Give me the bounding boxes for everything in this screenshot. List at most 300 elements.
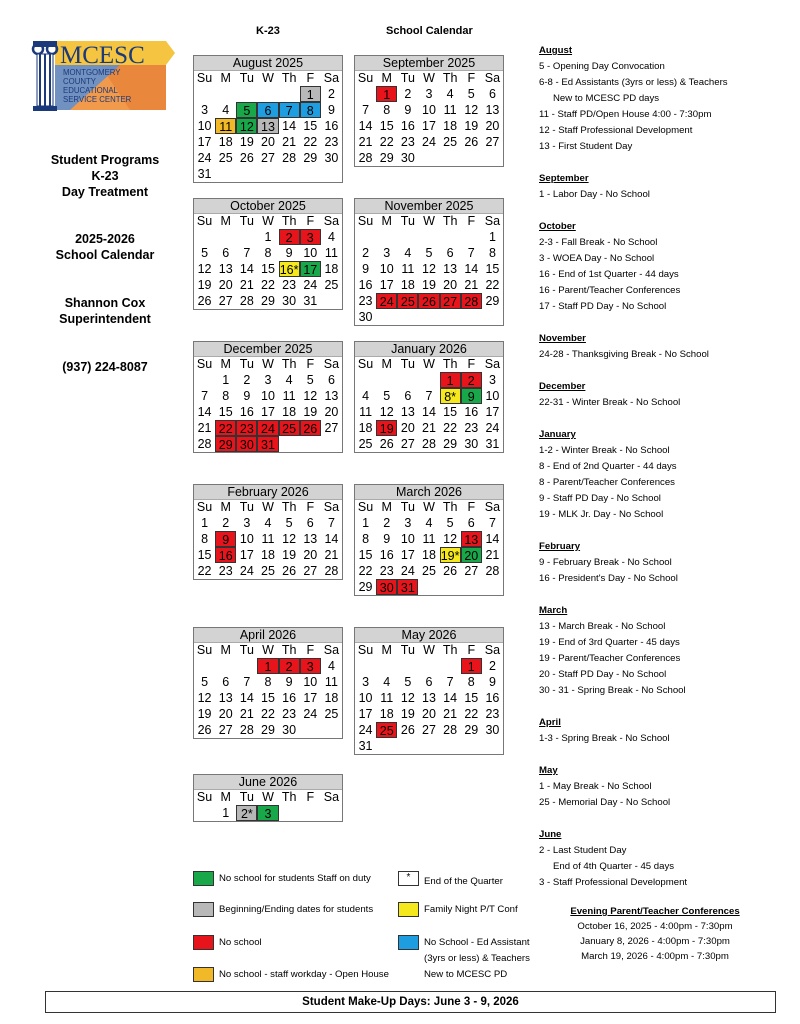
weekday-label: W (262, 357, 274, 371)
weekday-label: Tu (400, 71, 415, 85)
weekday-label: Su (196, 643, 213, 657)
empty-day (355, 372, 376, 388)
calendar-day: 12 (379, 405, 394, 419)
mcesc-logo (30, 38, 178, 112)
calendar-day: 6 (306, 516, 314, 530)
empty-day (236, 658, 257, 674)
weekday-label: Sa (484, 500, 501, 514)
calendar-day: 15 (485, 262, 500, 276)
notes-item: 9 - February Break - No School (539, 557, 672, 568)
calendar-day: 10 (197, 119, 212, 133)
calendar-day: 29 (261, 723, 275, 737)
calendar-day: 3 (243, 516, 251, 530)
calendar-day: 12 (282, 532, 297, 546)
calendar-day: 4 (425, 516, 433, 530)
calendar-day: 17 (197, 135, 212, 149)
calendar-day: 7 (201, 389, 209, 403)
calendar-day: 6 (488, 87, 496, 101)
notes-month-heading: June (539, 829, 562, 840)
calendar-day: 3 (201, 103, 209, 117)
notes-item: 1-2 - Winter Break - No School (539, 445, 670, 456)
calendar-day: 10 (303, 675, 318, 689)
calendar-day: 4 (362, 389, 370, 403)
empty-day (418, 229, 439, 245)
calendar-day: 26 (400, 723, 415, 737)
weekday-label: F (467, 643, 476, 657)
weekday-label: Su (196, 71, 213, 85)
calendar-day: 20 (218, 707, 233, 721)
weekday-label: M (220, 643, 231, 657)
calendar-day: 5 (201, 246, 209, 260)
calendar-day: 28 (358, 151, 373, 165)
calendar-day: 9 (215, 531, 236, 547)
calendar-day: 21 (464, 278, 479, 292)
calendar-day: 9 (404, 103, 412, 117)
calendar-day: 28 (197, 437, 212, 451)
weekday-label: M (220, 214, 231, 228)
calendar-day: 30 (358, 310, 373, 324)
calendar-day: 28 (461, 293, 482, 309)
logo-name: MCESC (60, 42, 145, 69)
calendar-day: 21 (485, 548, 500, 562)
empty-day (355, 86, 376, 102)
calendar-day: 8 (300, 102, 321, 118)
calendar-day: 11 (359, 405, 373, 419)
calendar-day: 26 (282, 564, 297, 578)
legend-swatch-red (193, 935, 214, 950)
calendar-day: 26 (197, 294, 212, 308)
weekday-label: Sa (484, 357, 501, 371)
weekday-label: Th (281, 500, 297, 514)
calendar-day: 22 (464, 707, 479, 721)
empty-day (194, 372, 215, 388)
evening-conferences (560, 905, 750, 964)
weekday-label: Tu (239, 500, 254, 514)
empty-day (279, 86, 300, 102)
calendar-day: 24 (376, 293, 397, 309)
calendar-day: 7 (488, 516, 496, 530)
calendar-day: 6 (222, 246, 230, 260)
weekday-label: Th (442, 500, 458, 514)
year-info (30, 231, 180, 263)
calendar-day: 29 (485, 294, 500, 308)
calendar-day: 3 (383, 246, 391, 260)
calendar-day: 20 (461, 547, 482, 563)
superintendent-name: Shannon Cox (64, 296, 146, 310)
calendar-day: 5 (201, 675, 209, 689)
calendar-day: 3 (264, 373, 272, 387)
calendar-day: 15 (443, 405, 458, 419)
notes-item: 11 - Staff PD/Open House 4:00 - 7:30pm (539, 109, 712, 120)
weekday-label: Tu (239, 790, 254, 804)
calendar-day: 9 (488, 675, 496, 689)
notes-item: 30 - 31 - Spring Break - No School (539, 685, 686, 696)
calendar-day: 3 (362, 675, 370, 689)
calendar-day: 27 (218, 294, 233, 308)
calendar-day: 29 (215, 436, 236, 452)
calendar-day: 21 (197, 421, 212, 435)
calendar-day: 21 (282, 135, 297, 149)
calendar-day: 14 (358, 119, 373, 133)
calendar-day: 21 (239, 278, 254, 292)
program-line: Student Programs (50, 153, 160, 167)
calendar-day: 27 (324, 421, 339, 435)
calendar-day: 30 (400, 151, 415, 165)
notes-month-heading: September (539, 173, 589, 184)
notes-item: 6-8 - Ed Assistants (3yrs or less) & Teachers (539, 77, 728, 88)
empty-day (461, 229, 482, 245)
month-title: August 2025 (194, 56, 342, 71)
phone-number: (937) 224-8087 (62, 360, 148, 374)
calendar-day: 28 (443, 723, 458, 737)
month-calendar (193, 484, 343, 580)
calendar-day: 2 (222, 516, 230, 530)
calendar-day: 6 (446, 246, 454, 260)
legend-gray (193, 902, 373, 917)
legend-green (193, 871, 371, 886)
calendar-day: 9 (285, 675, 293, 689)
calendar-day: 17 (379, 278, 394, 292)
calendar-day: 19* (440, 549, 460, 563)
legend-label: New to MCESC PD (424, 969, 508, 980)
calendar-day: 24 (485, 421, 500, 435)
calendar-day: 23 (464, 421, 479, 435)
weekday-label: F (306, 643, 315, 657)
calendar-day: 4 (404, 246, 412, 260)
calendar-day: 18 (400, 278, 415, 292)
weekday-label: W (262, 214, 274, 228)
calendar-day: 29 (443, 437, 458, 451)
weekday-label: W (262, 643, 274, 657)
calendar-day: 24 (303, 707, 318, 721)
legend-label: Beginning/Ending dates for students (219, 904, 374, 915)
weekday-label: W (262, 71, 274, 85)
month-calendar (354, 484, 504, 596)
legend-label: No school - staff workday - Open House (219, 969, 389, 980)
empty-day (355, 229, 376, 245)
calendar-day: 15 (379, 119, 394, 133)
evening-title: Evening Parent/Teacher Conferences (570, 906, 740, 917)
month-calendar (354, 341, 504, 453)
notes-item: 19 - End of 3rd Quarter - 45 days (539, 637, 680, 648)
notes-item: End of 4th Quarter - 45 days (553, 861, 675, 872)
calendar-day: 7 (425, 389, 433, 403)
calendar-day: 7 (467, 246, 475, 260)
legend-swatch-yellow (398, 902, 419, 917)
calendar-day: 23 (324, 135, 339, 149)
legend-swatch-green (193, 871, 214, 886)
month-title: March 2026 (355, 485, 503, 500)
month-calendar (354, 55, 504, 167)
notes-month-heading: February (539, 541, 581, 552)
calendar-day: 18 (422, 548, 436, 562)
calendar-day: 14 (239, 691, 254, 705)
calendar-day: 25 (324, 278, 339, 292)
calendar-day: 13 (218, 691, 233, 705)
weekday-label: F (467, 214, 476, 228)
calendar-day: 5 (446, 516, 454, 530)
calendar-day: 20 (261, 135, 275, 149)
calendar-day: 25 (376, 722, 397, 738)
notes-item: 19 - MLK Jr. Day - No School (539, 509, 664, 520)
empty-day (440, 658, 461, 674)
weekday-label: M (381, 71, 392, 85)
notes-item: 1 - May Break - No School (539, 781, 652, 792)
calendar-day: 16 (215, 547, 236, 563)
weekday-label: Sa (323, 500, 340, 514)
calendar-day: 26 (300, 420, 321, 436)
calendar-day: 21 (358, 135, 373, 149)
weekday-label: Su (196, 357, 213, 371)
calendar-day: 19 (197, 707, 212, 721)
notes-month-heading: April (539, 717, 561, 728)
calendar-day: 2 (279, 658, 300, 674)
calendar-day: 2 (362, 246, 370, 260)
calendar-day: 16 (485, 691, 500, 705)
program-line: Day Treatment (61, 185, 149, 199)
notes-item: 25 - Memorial Day - No School (539, 797, 671, 808)
calendar-day: 15 (261, 691, 275, 705)
notes-item: 13 - March Break - No School (539, 621, 666, 632)
calendar-day: 3 (404, 516, 412, 530)
calendar-day: 18 (379, 707, 394, 721)
weekday-label: M (220, 790, 231, 804)
weekday-label: Sa (323, 357, 340, 371)
notes-month-heading: December (539, 381, 586, 392)
calendar-day: 29 (379, 151, 394, 165)
calendar-day: 19 (303, 405, 318, 419)
legend-orange (193, 967, 389, 982)
evening-item: March 19, 2026 - 4:00pm - 7:30pm (581, 951, 729, 962)
weekday-label: W (262, 790, 274, 804)
calendar-day: 20 (218, 278, 233, 292)
month-calendar (354, 627, 504, 755)
calendar-day: 14 (464, 262, 479, 276)
weekday-label: M (381, 643, 392, 657)
calendar-day: 4 (222, 103, 230, 117)
weekday-label: Su (357, 71, 374, 85)
calendar-day: 27 (400, 437, 415, 451)
weekday-label: Sa (323, 643, 340, 657)
empty-day (418, 372, 439, 388)
calendar-day: 15 (218, 405, 233, 419)
calendar-day: 23 (282, 707, 297, 721)
calendar-day: 18 (324, 262, 339, 276)
notes-item: New to MCESC PD days (553, 93, 660, 104)
calendar-day: 8 (488, 246, 496, 260)
calendar-day: 10 (400, 532, 415, 546)
weekday-label: Th (442, 643, 458, 657)
calendar-day: 2 (488, 659, 496, 673)
weekday-label: Sa (484, 214, 501, 228)
legend-label-block (424, 935, 530, 983)
weekday-label: Th (281, 214, 297, 228)
calendar-day: 14 (422, 405, 436, 419)
calendar-day: 28 (422, 437, 436, 451)
calendar-day: 1 (440, 372, 461, 388)
empty-day (215, 658, 236, 674)
month-calendar (193, 198, 343, 310)
logo-line-2: COUNTY (63, 77, 96, 86)
notes-item: 3 - Staff Professional Development (539, 877, 688, 888)
calendar-day: 19 (400, 707, 415, 721)
legend-label: No school for students Staff on duty (219, 873, 371, 884)
calendar-day: 16 (379, 548, 394, 562)
month-calendar (193, 627, 343, 739)
calendar-day: 24 (197, 151, 212, 165)
calendar-day: 28 (324, 564, 339, 578)
calendar-day: 6 (327, 373, 335, 387)
calendar-day: 2 (461, 372, 482, 388)
calendar-day: 1 (257, 658, 278, 674)
calendar-day: 22 (197, 564, 212, 578)
legend-swatch-star: * (398, 871, 419, 886)
calendar-day: 27 (422, 723, 436, 737)
weekday-label: W (262, 500, 274, 514)
calendar-day: 14 (239, 262, 254, 276)
logo-line-3: EDUCATIONAL (63, 86, 118, 95)
superintendent-title: Superintendent (59, 312, 151, 326)
calendar-day: 4 (327, 230, 335, 244)
notes-item: 22-31 - Winter Break - No School (539, 397, 681, 408)
calendar-day: 18 (218, 135, 233, 149)
notes-item: 12 - Staff Professional Development (539, 125, 693, 136)
calendar-day: 27 (218, 723, 233, 737)
calendar-day: 3 (488, 373, 496, 387)
calendar-day: 23 (236, 420, 257, 436)
legend-label: No School - Ed Assistant (424, 937, 530, 948)
calendar-day: 12 (197, 691, 212, 705)
calendar-day: 18 (282, 405, 297, 419)
calendar-day: 11 (422, 532, 436, 546)
weekday-label: Sa (323, 71, 340, 85)
calendar-day: 8* (440, 388, 461, 404)
empty-day (397, 372, 418, 388)
calendar-day: 4 (264, 516, 272, 530)
calendar-day: 5 (425, 246, 433, 260)
notes-item: 9 - Staff PD Day - No School (539, 493, 661, 504)
calendar-day: 16 (239, 405, 254, 419)
calendar-day: 13 (303, 532, 318, 546)
calendar-day: 27 (485, 135, 500, 149)
notes-item: 8 - Parent/Teacher Conferences (539, 477, 675, 488)
calendar-day: 14 (282, 119, 297, 133)
calendar-day: 10 (239, 532, 254, 546)
notes-month-heading: November (539, 333, 586, 344)
calendar-day: 16 (282, 691, 297, 705)
calendar-day: 3 (300, 658, 321, 674)
calendar-day: 11 (282, 389, 296, 403)
calendar-day: 10 (261, 389, 275, 403)
calendar-day: 20 (443, 278, 458, 292)
empty-day (194, 805, 215, 821)
program-code: K-23 (256, 25, 280, 37)
calendar-day: 23 (218, 564, 233, 578)
calendar-day: 11 (380, 691, 394, 705)
month-title: December 2025 (194, 342, 342, 357)
calendar-day: 5 (383, 389, 391, 403)
calendar-day: 5 (236, 102, 257, 118)
calendar-day: 25 (218, 151, 233, 165)
calendar-day: 18 (443, 119, 458, 133)
notes-month-heading: March (539, 605, 568, 616)
notes-month-heading: October (539, 221, 576, 232)
weekday-label: Su (357, 500, 374, 514)
calendar-day: 11 (401, 262, 415, 276)
calendar-day: 18 (358, 421, 373, 435)
notes-item: 16 - President's Day - No School (539, 573, 678, 584)
calendar-day: 25 (358, 437, 373, 451)
empty-day (376, 658, 397, 674)
weekday-label: Tu (400, 214, 415, 228)
calendar-day: 17 (485, 405, 500, 419)
calendar-day: 31 (257, 436, 278, 452)
calendar-day: 30 (376, 579, 397, 595)
notes-item: 2 - Last Student Day (539, 845, 627, 856)
calendar-day: 16 (400, 119, 415, 133)
notes-item: 2-3 - Fall Break - No School (539, 237, 658, 248)
calendar-day: 11 (443, 103, 457, 117)
calendar-day: 7 (327, 516, 335, 530)
calendar-day: 5 (306, 373, 314, 387)
calendar-day: 17 (261, 405, 275, 419)
empty-day (236, 86, 257, 102)
calendar-day: 23 (400, 135, 415, 149)
weekday-label: Th (281, 643, 297, 657)
calendar-day: 17 (300, 261, 321, 277)
notes-month-heading: May (539, 765, 558, 776)
calendar-day: 27 (261, 151, 275, 165)
weekday-label: F (467, 500, 476, 514)
calendar-day: 15 (464, 691, 479, 705)
calendar-day: 22 (261, 278, 275, 292)
month-title: May 2026 (355, 628, 503, 643)
calendar-day: 20 (400, 421, 415, 435)
calendar-day: 10 (485, 389, 500, 403)
weekday-label: Tu (239, 71, 254, 85)
calendar-day: 25 (279, 420, 300, 436)
weekday-label: Sa (484, 643, 501, 657)
calendar-day: 7 (446, 675, 454, 689)
weekday-label: M (381, 357, 392, 371)
weekday-label: M (381, 214, 392, 228)
weekday-label: Su (196, 790, 213, 804)
calendar-day: 1 (300, 86, 321, 102)
notes-item: 16 - Parent/Teacher Conferences (539, 285, 681, 296)
empty-day (194, 229, 215, 245)
legend-yellow (398, 902, 518, 917)
calendar-day: 2 (383, 516, 391, 530)
calendar-day: 9 (285, 246, 293, 260)
calendar-day: 9 (362, 262, 370, 276)
calendar-day: 19 (376, 420, 397, 436)
calendar-day: 5 (404, 675, 412, 689)
calendar-day: 22 (303, 135, 318, 149)
calendar-day: 17 (303, 691, 318, 705)
calendar-day: 16 (464, 405, 479, 419)
calendar-day: 31 (397, 579, 418, 595)
calendar-day: 20 (324, 405, 339, 419)
calendar-day: 1 (362, 516, 370, 530)
calendar-day: 7 (243, 246, 251, 260)
calendar-day: 1 (488, 230, 496, 244)
notes-item: 16 - End of 1st Quarter - 44 days (539, 269, 679, 280)
weekday-label: M (220, 500, 231, 514)
calendar-day: 29 (464, 723, 479, 737)
empty-day (194, 86, 215, 102)
calendar-day: 4 (327, 659, 335, 673)
calendar-day: 21 (239, 707, 254, 721)
